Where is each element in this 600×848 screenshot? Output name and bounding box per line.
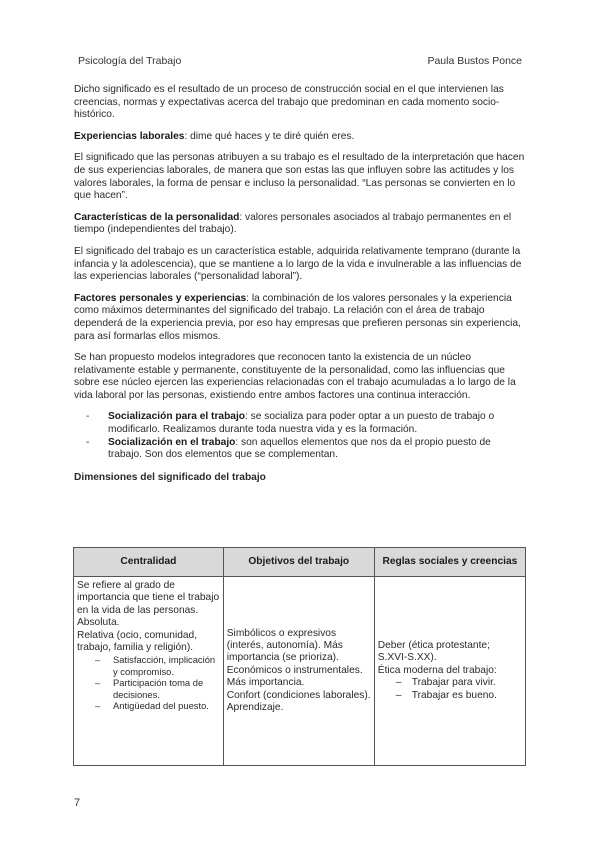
table-header-row — [74, 548, 526, 577]
list-item: – Satisfacción, implicación y compromiso. — [95, 654, 216, 677]
section-title: Dimensiones del significado del trabajo — [74, 471, 266, 483]
page-body — [74, 84, 526, 484]
paragraph-experiencias: Experiencias laborales: dime qué haces y te diré quién eres. — [74, 130, 355, 142]
list-item: - Socialización para el trabajo: se socializa para poder optar a un puesto de trabajo o modificarlo. Realizamos durante toda nuestra vida y es la formación. — [86, 411, 495, 436]
table-row — [74, 577, 526, 766]
cell-objetivos: Simbólicos o expresivos (interés, autonomía). Más importancia (se prioriza). Económicos o instrumentales. Más importancia. Confort (condiciones laborales). Aprendizaje. — [223, 577, 374, 766]
header-author: Paula Bustos Ponce — [427, 55, 522, 67]
column-header-centralidad: Centralidad — [74, 548, 224, 577]
socializacion-list — [74, 411, 526, 461]
list-item: – Participación toma de decisiones. — [95, 677, 204, 700]
dimensions-table — [73, 547, 526, 766]
column-header-objetivos: Objetivos del trabajo — [223, 548, 374, 577]
paragraph-caracteristicas: Características de la personalidad: valores personales asociados al trabajo permanentes en el tiempo (independientes del trabajo). — [74, 211, 512, 236]
paragraph-7: Se han propuesto modelos integradores que reconocen tanto la existencia de un núcleo relativamente estable y permanente, constituyente de la personalidad, como las influencias que sobre ese núcleo ejercen las experiencias relacionadas con el trabajo acumuladas a lo largo de la vida laboral por las personas, existiendo entre ambos factores una continua interacción. — [74, 352, 516, 401]
centralidad-sublist — [77, 654, 220, 711]
term-experiencias: Experiencias laborales — [74, 130, 185, 142]
cell-centralidad: Se refiere al grado de importancia que tiene el trabajo en la vida de las personas. Absoluta. Relativa (ocio, comunidad, trabajo, familia y religión). – Satisfacción, implicación y compromiso. – Participación toma de decisiones. – Antigüedad del puesto. — [74, 577, 224, 766]
paragraph-5: El significado del trabajo es un característica estable, adquirida relativamente temprano (durante la infancia y la adolescencia), que se mantiene a lo largo de la vida e invulnerable a las influencias de las experiencias laborales (“personalidad laboral”). — [74, 245, 522, 283]
page-number: 7 — [74, 797, 81, 809]
term-caracteristicas: Características de la personalidad — [74, 211, 240, 223]
list-item: – Trabajar para vivir. — [395, 677, 496, 689]
header-course-title: Psicología del Trabajo — [78, 55, 182, 67]
term-factores: Factores personales y experiencias — [74, 292, 247, 304]
paragraph-3: El significado que las personas atribuyen a su trabajo es el resultado de la interpretación que hacen de sus experiencias laborales, de manera que son estas las que influyen sobre las actitudes y los valores laborales, la forma de pensar e incluso la personalidad. “Las personas se convierten en lo que hacen”. — [74, 152, 525, 202]
column-header-reglas: Reglas sociales y creencias — [374, 548, 525, 577]
paragraph-1: Dicho significado es el resultado de un proceso de construcción social en el que intervienen las creencias, normas y expectativas acerca del trabajo que predominan en cada momento socio-histórico. — [74, 84, 504, 121]
reglas-sublist — [378, 677, 522, 702]
cell-reglas: Deber (ética protestante; S.XVI-S.XX). Ética moderna del trabajo: – Trabajar para vivir. – Trabajar es bueno. — [374, 577, 525, 766]
list-item: – Trabajar es bueno. — [395, 689, 497, 701]
list-item: – Antigüedad del puesto. — [95, 700, 209, 712]
paragraph-factores: Factores personales y experiencias: la combinación de los valores personales y la experiencia como máximos determinantes del significado del trabajo. La relación con el área de trabajo dependerá de la experiencia previa, por eso hay empresas que prefieren personas sin experiencia, para así formarlas ellos mismos. — [74, 292, 521, 342]
list-item: - Socialización en el trabajo: son aquellos elementos que nos da el propio puesto de trabajo. Son dos elementos que se complementan. — [86, 436, 491, 461]
